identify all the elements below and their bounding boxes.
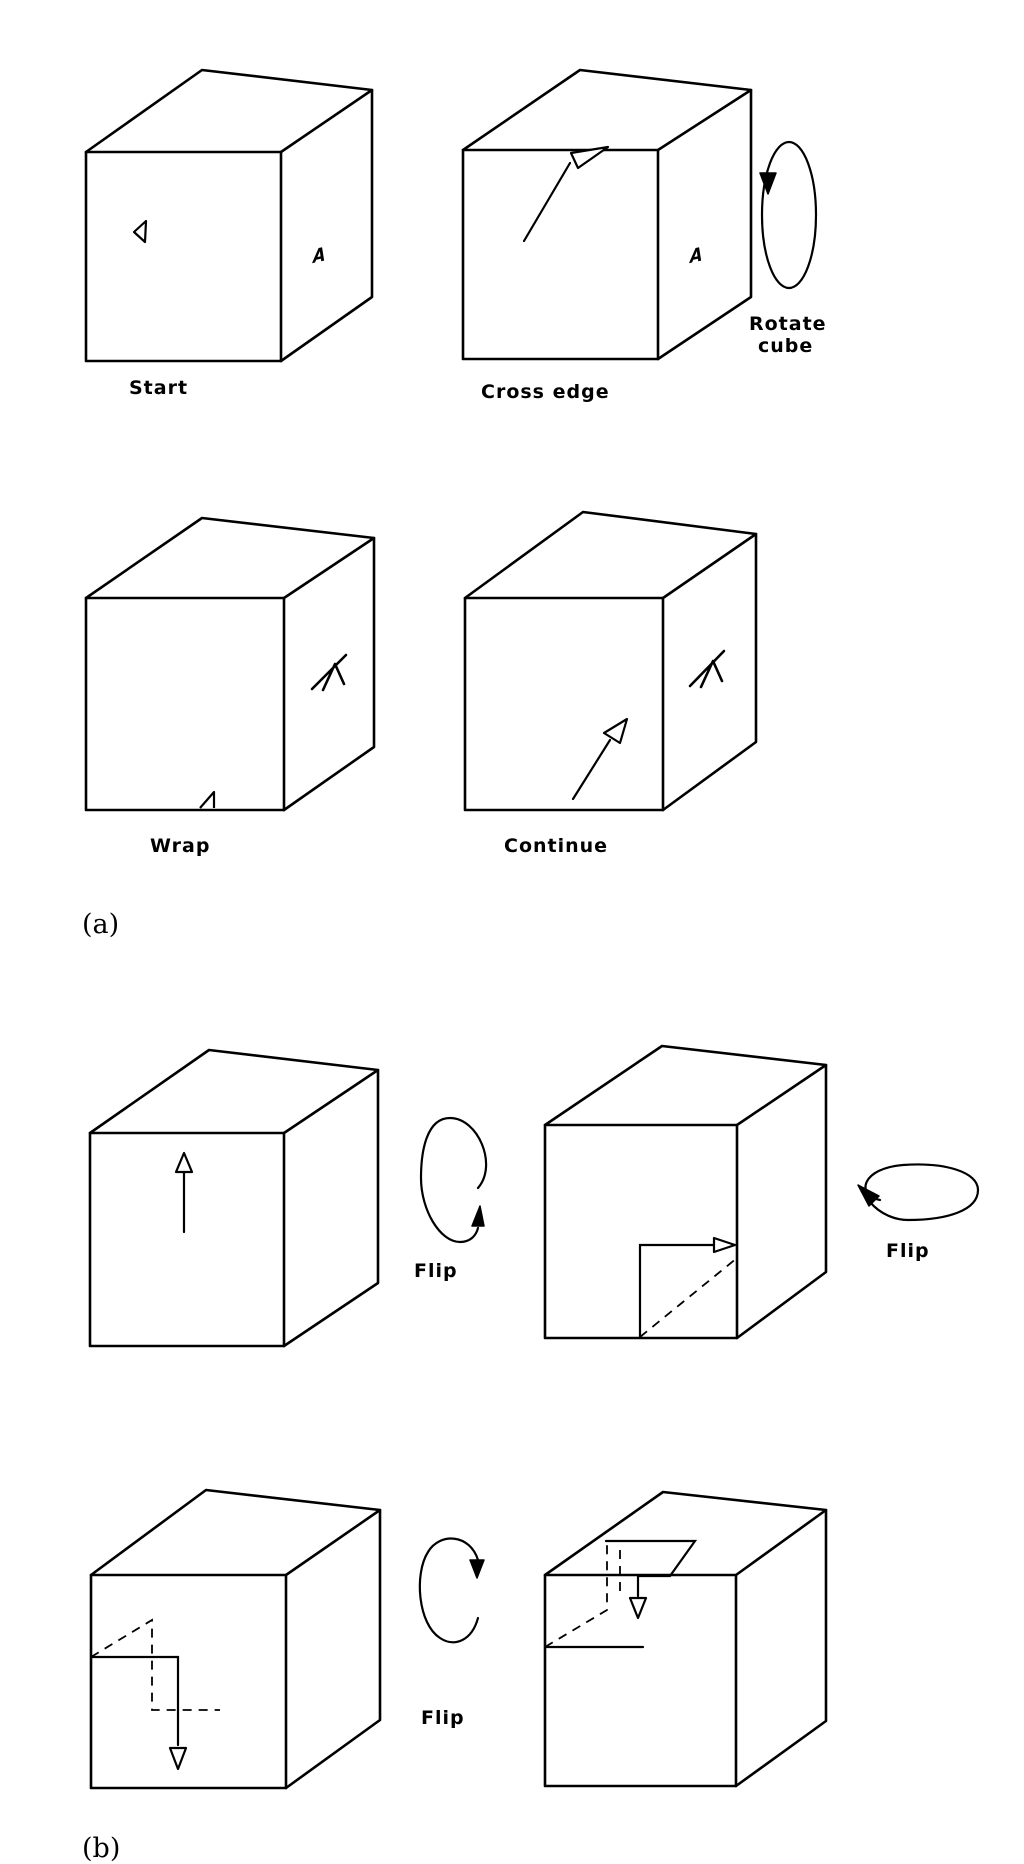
- flip-arrow-2: [858, 1164, 978, 1262]
- arrowhead-b3: [170, 1748, 186, 1769]
- flip-arrowhead-1: [472, 1206, 484, 1226]
- cube-b3: [91, 1490, 380, 1788]
- caption-rotate-line1: Rotate: [749, 313, 827, 335]
- caption-cross-edge: Cross edge: [481, 381, 610, 403]
- arrowhead-wrap: [200, 792, 214, 808]
- flip-arrowhead-2: [858, 1185, 879, 1206]
- cube-b1: [90, 1050, 378, 1346]
- flip-arrowhead-3: [470, 1560, 484, 1578]
- caption-rotate-line2: cube: [758, 335, 814, 357]
- arrowhead-b1: [176, 1153, 192, 1172]
- cube-b2: [545, 1046, 826, 1338]
- cube-cross-edge: [463, 70, 751, 403]
- rotated-letter-wrap: [312, 655, 346, 690]
- flip-label-3: Flip: [421, 1707, 465, 1729]
- flip-arrow-1: [414, 1118, 486, 1282]
- flip-arrow-3: [420, 1539, 484, 1729]
- cube-start: [86, 70, 372, 399]
- arrowhead-continue: [604, 719, 627, 743]
- cube-continue: [465, 512, 756, 857]
- caption-wrap: Wrap: [150, 835, 211, 857]
- face-letter-cross-edge: A: [689, 243, 704, 269]
- rotated-letter-continue: [690, 651, 724, 687]
- cube-wrap: [86, 518, 374, 857]
- caption-continue: Continue: [504, 835, 609, 857]
- caption-start: Start: [129, 377, 189, 399]
- face-letter-start: A: [312, 243, 327, 269]
- cube-b4: [545, 1492, 826, 1786]
- arrowhead-start: [134, 221, 146, 242]
- arrowhead-b2: [714, 1238, 735, 1252]
- flip-label-2: Flip: [886, 1240, 930, 1262]
- part-b-label: (b): [82, 1833, 121, 1864]
- rotate-cube-arrow: [749, 142, 827, 357]
- part-a-label: (a): [82, 909, 120, 940]
- flip-label-1: Flip: [414, 1260, 458, 1282]
- arrowhead-b4: [630, 1598, 646, 1618]
